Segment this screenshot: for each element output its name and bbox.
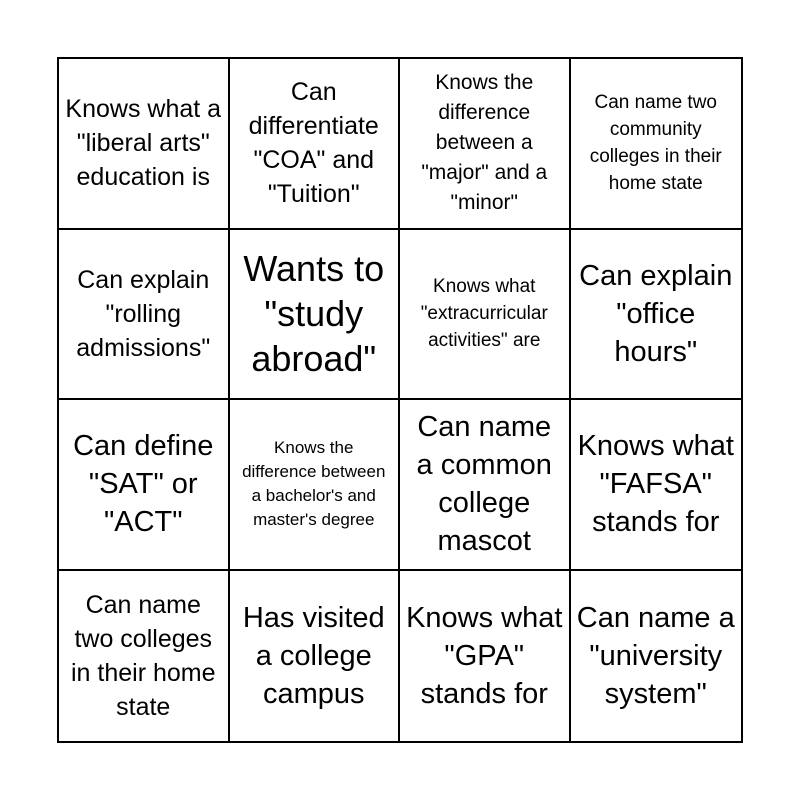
bingo-cell[interactable] xyxy=(230,230,401,401)
bingo-cell-text: Has visited a college campus xyxy=(242,601,385,710)
bingo-cell-text: Wants to "study abroad" xyxy=(243,248,385,380)
bingo-cell-text: Can name a "university system" xyxy=(576,601,735,710)
bingo-cell-text: Knows what "extracurricular activities" are xyxy=(420,276,548,352)
bingo-cell-text: Can name two community colleges in their home state xyxy=(589,92,722,195)
bingo-cell[interactable] xyxy=(400,59,571,230)
bingo-cell-text: Knows the difference between a "major" and a "minor" xyxy=(421,71,548,215)
bingo-cell-text: Knows what "GPA" stands for xyxy=(406,601,563,710)
bingo-cell-text: Can name two colleges in their home state xyxy=(70,590,216,721)
bingo-cell[interactable] xyxy=(59,400,230,571)
bingo-board xyxy=(57,57,743,743)
bingo-cell[interactable] xyxy=(59,571,230,742)
bingo-cell[interactable] xyxy=(400,230,571,401)
bingo-cell-text: Can name a common college mascot xyxy=(416,411,552,558)
bingo-cell[interactable] xyxy=(230,400,401,571)
bingo-cell-text: Knows what a "liberal arts" education is xyxy=(65,95,222,192)
bingo-cell[interactable] xyxy=(571,230,742,401)
bingo-cell-text: Knows the difference between a bachelor's and master's degree xyxy=(242,438,386,530)
bingo-cell[interactable] xyxy=(571,400,742,571)
bingo-cell-text: Can differentiate "COA" and "Tuition" xyxy=(248,78,379,209)
bingo-cell-text: Knows what "FAFSA" stands for xyxy=(577,430,734,539)
bingo-cell[interactable] xyxy=(230,571,401,742)
bingo-cell[interactable] xyxy=(571,59,742,230)
bingo-cell[interactable] xyxy=(59,230,230,401)
bingo-cell[interactable] xyxy=(400,400,571,571)
bingo-cell[interactable] xyxy=(59,59,230,230)
bingo-cell-text: Can explain "office hours" xyxy=(579,259,733,368)
bingo-cell[interactable] xyxy=(571,571,742,742)
bingo-cell[interactable] xyxy=(400,571,571,742)
bingo-cell-text: Can define "SAT" or "ACT" xyxy=(73,430,214,539)
bingo-cell-text: Can explain "rolling admissions" xyxy=(76,265,211,362)
bingo-cell[interactable] xyxy=(230,59,401,230)
